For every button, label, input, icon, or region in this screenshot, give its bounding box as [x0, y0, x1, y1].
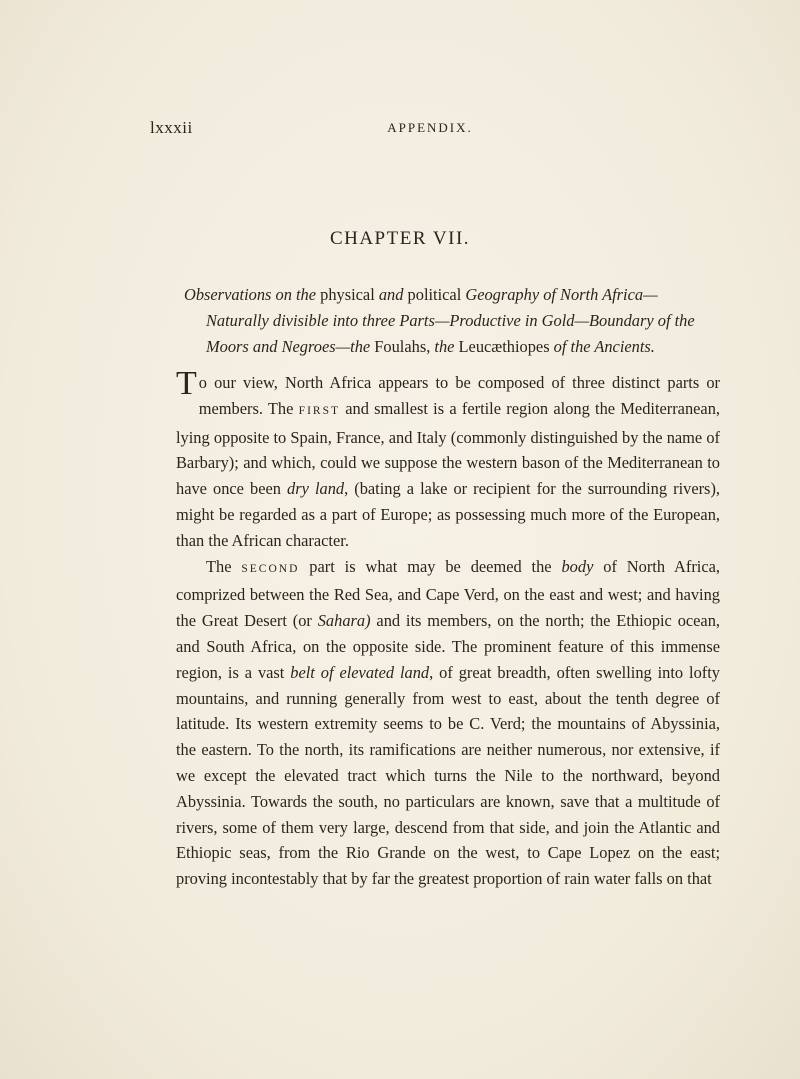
summary-run: and — [378, 285, 404, 304]
paragraph-1 — [176, 365, 720, 554]
summary-run: physical — [316, 285, 379, 304]
paragraph2.parts-run: body — [561, 556, 594, 576]
summary-run: the — [434, 337, 455, 356]
paragraph2.parts-run: Sahara) — [317, 611, 371, 631]
summary-run: of the Ancients. — [553, 337, 655, 356]
paragraph2.parts-run: part is what may be deemed the — [299, 556, 562, 576]
chapter-body — [176, 365, 721, 892]
chapter-summary-text — [184, 285, 695, 356]
summary-run: Leucæthiopes — [454, 337, 554, 356]
paragraph-2 — [176, 554, 720, 892]
summary-run: Geography of North Africa—Naturally divisible into three Parts—Productive in Gold—Boundary of the Moors and Negroes—the — [206, 285, 695, 356]
summary-run: Foulahs, — [370, 337, 435, 356]
paragraph1.parts-run: , (bating a lake or recipient for the surrounding rivers), might be regarded as a part of Europe; as possessing much more of the European, than the African character. — [176, 479, 720, 550]
chapter-title: CHAPTER VII. — [329, 228, 471, 249]
paragraph2.parts-run: The — [206, 556, 242, 576]
paragraph2.parts-run: belt of elevated land — [290, 662, 430, 682]
page-header — [150, 118, 710, 142]
chapter-summary — [184, 282, 718, 360]
paragraph1.parts-run: o our view, North Africa appears to be composed of three distinct parts or members. The — [198, 373, 720, 418]
paragraph1.parts-run: and smallest is a fertile region along the Mediterranean, lying opposite to Spain, France, and Italy (commonly distinguished by the name of Barbary); and which, could we suppose the western bason of the Mediterranean to have once been — [176, 398, 720, 499]
paragraph2.parts-run: SECOND — [241, 562, 300, 575]
running-head: APPENDIX. — [387, 120, 473, 135]
paragraph2.parts-run: of North Africa, comprized between the Red Sea, and Cape Verd, on the east and west; and having the Great Desert (or — [176, 556, 720, 631]
paragraph1.parts-run: dry land — [287, 479, 345, 499]
drop-cap: T — [176, 365, 197, 402]
paragraph1.parts-run: FIRST — [298, 404, 340, 417]
paragraph2.parts-run: and its members, on the north; the Ethiopic ocean, and South Africa, on the opposite side. The prominent feature of this immense region, is a vast — [176, 611, 721, 682]
page-number: lxxxii — [150, 118, 193, 137]
summary-run: political — [403, 285, 466, 304]
summary-run: Observations on the — [184, 285, 317, 304]
paragraph2.parts-run: , of great breadth, often swelling into lofty mountains, and running generally from west to east, about the tenth degree of latitude. Its western extremity seems to be C. Verd; the mountains of Abyssinia, the eastern. To the north, its ramifications are neither numerous, nor extensive, if we except the elevated tract which turns the Nile to the northward, beyond Abyssinia. Towards the south, no particulars are known, save that a multitude of rivers, some of them very large, descend from that side, and join the Atlantic and Ethiopic seas, from the Rio Grande on the west, to Cape Lopez on the east; proving incontestably that by far the greatest proportion of rain water falls on that — [176, 662, 721, 889]
